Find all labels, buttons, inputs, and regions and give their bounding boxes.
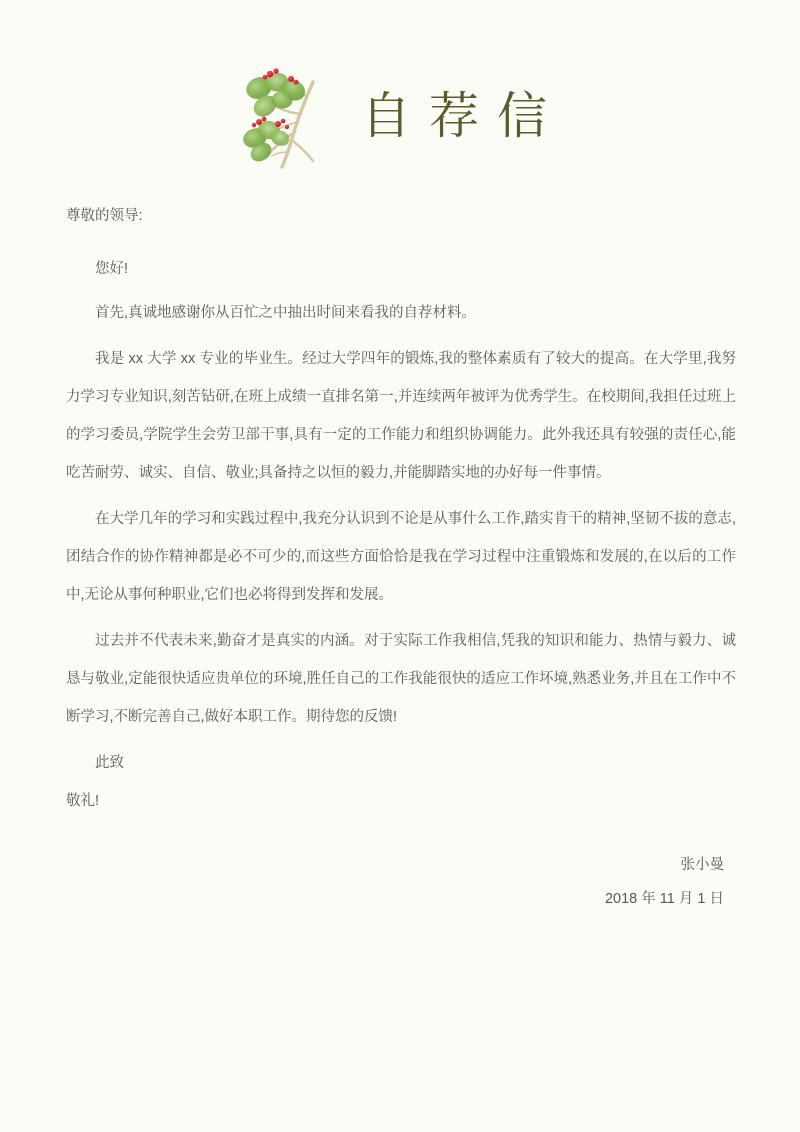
branch-with-leaves-and-berries-icon — [235, 64, 347, 172]
signature-date: 2018 年 11 月 1 日 — [604, 891, 724, 908]
letter-body — [66, 205, 736, 916]
paragraph-1: 首先,真诚地感谢你从百忙之中抽出时间来看我的自荐材料。 — [95, 305, 477, 322]
page-title: 自荐信 — [361, 87, 565, 145]
closing-jingli: 敬礼! — [66, 793, 100, 810]
paragraph-3: 在大学几年的学习和实践过程中,我充分认识到不论是从事什么工作,踏实肯干的精神,坚韧不拔的意志,团结合作的协作精神都是必不可少的,而这些方面恰恰是我在学习过程中注重锻炼和发展的,在以后的工作中,无论从事何种职业,它们也必将得到发挥和发展。 — [66, 511, 736, 604]
paragraph-4: 过去并不代表未来,勤奋才是真实的内涵。对于实际工作我相信,凭我的知识和能力、热情与毅力、诚恳与敬业,定能很快适应贵单位的环境,胜任自己的工作我能很快的适应工作坏境,熟悉业务,并且在工作中不断学习,不断完善自己,做好本职工作。期待您的反馈! — [66, 633, 736, 726]
paragraph-2: 我是 xx 大学 xx 专业的毕业生。经过大学四年的锻炼,我的整体素质有了较大的提高。在大学里,我努力学习专业知识,刻苦钻研,在班上成绩一直排名第一,并连续两年被评为优秀学生。在校期间,我担任过班上的学习委员,学院学生会劳卫部干事,具有一定的工作能力和组织协调能力。此外我还具有较强的责任心,能吃苦耐劳、诚实、自信、敬业;具备持之以恒的毅力,并能脚踏实地的办好每一件事情。 — [66, 351, 736, 482]
header-inner — [235, 64, 565, 172]
signature-block — [66, 848, 736, 916]
closing-cizhi: 此致 — [95, 755, 124, 772]
signature-name: 张小曼 — [680, 857, 724, 874]
salutation: 尊敬的领导: — [66, 208, 143, 224]
document-header — [0, 58, 800, 178]
greeting: 您好! — [95, 261, 129, 278]
